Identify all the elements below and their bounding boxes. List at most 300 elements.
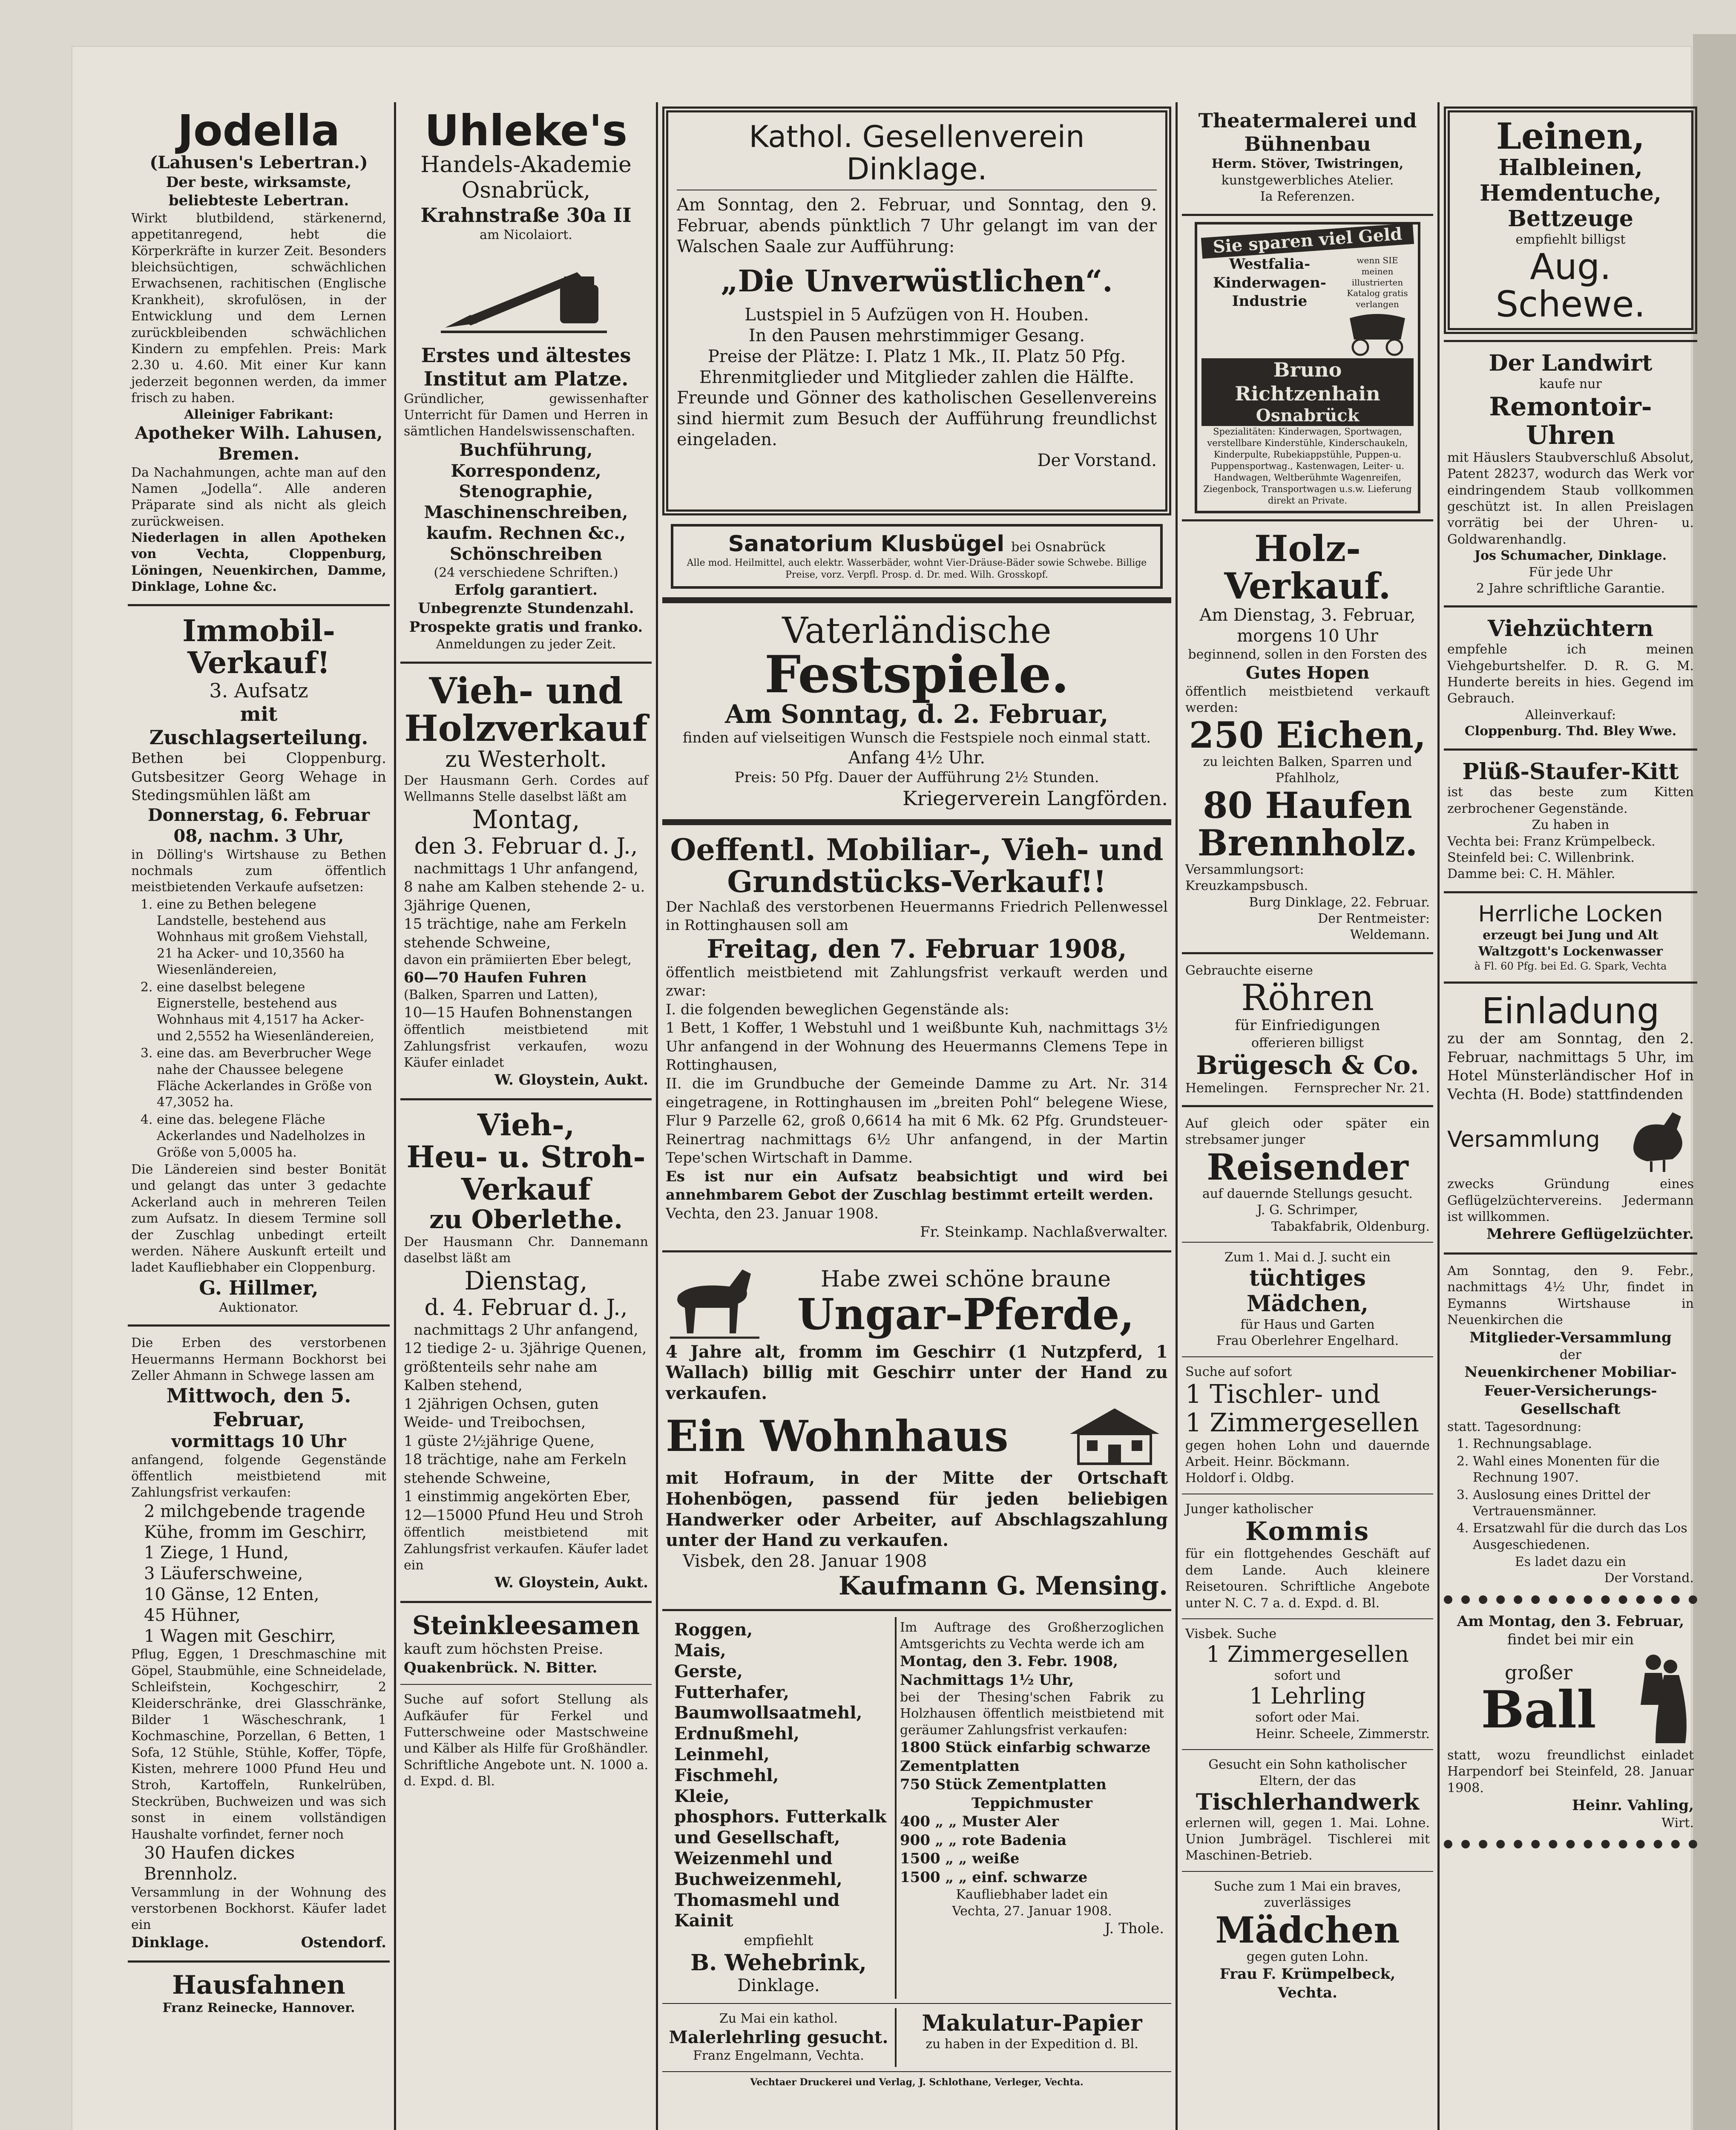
ad-place: Gutes Hopen (1245, 662, 1370, 683)
property-list (131, 897, 386, 1161)
ad-body: Freunde und Gönner des katholischen Gesellenvereins sind hiermit zum Besuch der Aufführung freundlichst eingeladen. (677, 388, 1157, 449)
column-2 (400, 106, 652, 1793)
ad-body: Spezialitäten: Kinderwagen, Sportwagen, verstellbare Kinderstühle, Kinderschaukeln, Kinderpulte, Rubekiappstühle, Puppen-u. Puppensportwag., Kastenwagen, Leiter- u. Handwagen, Weltberühmte Wagenreifen, Ziegenbock, Transportwagen u.s.w. Lieferung direkt an Private. (1203, 426, 1412, 506)
ad-body: Ia Referenzen. (1260, 189, 1355, 204)
ad-body: Gebrauchte eiserne (1185, 963, 1313, 978)
ad-signature: W. Gloystein, Aukt. (494, 1574, 648, 1592)
ad-title: Oeffentl. Mobiliar-, Vieh- und Grundstücks-Verkauf!! (670, 832, 1164, 900)
divider (1182, 1871, 1433, 1872)
ad-body: Waltzgott's Lockenwasser (1478, 944, 1663, 959)
ad-holz-verkauf (1182, 527, 1433, 946)
list-item: Kainit (674, 1911, 733, 1931)
ad-header-text (1447, 1661, 1630, 1740)
ad-title: Versammlung (1447, 1127, 1600, 1153)
ad-title: Malerlehrling gesucht. (669, 2027, 888, 2047)
ad-header (666, 1404, 1168, 1468)
ad-title: Halbleinen, (1498, 155, 1643, 181)
ad-line: Unbegrenzte Stundenzahl. (418, 600, 634, 617)
ad-body: erzeugt bei Jung und Alt (1483, 927, 1658, 943)
ornamental-divider (1444, 1595, 1697, 1604)
ad-date: Am Montag, den 3. Februar, (1457, 1612, 1684, 1630)
ad-store: Damme bei: C. H. Mähler. (1447, 866, 1615, 882)
ad-place: Hemelingen. (1185, 1080, 1268, 1096)
ad-body: Ehrenmitglieder und Mitglieder zahlen die Hälfte. (699, 367, 1135, 387)
divider (662, 819, 1171, 825)
ad-body: sofort oder Mai. (1255, 1710, 1360, 1725)
ad-erben (128, 1333, 390, 1954)
ad-tischler (1182, 1361, 1433, 1489)
list-item: Gerste, (674, 1661, 743, 1681)
ad-title: Vieh-, (477, 1107, 575, 1143)
ad-body: für ein flottgehendes Geschäft auf dem Lande. Auch kleinere Reisetouren. Schriftliche Angebote unter N. C. 7 a. d. Expd. d. Bl. (1185, 1546, 1430, 1611)
ad-body: gegen hohen Lohn und dauernde Arbeit. Heinr. Böckmann. (1185, 1438, 1430, 1469)
ad-vieh-holz (400, 670, 652, 1092)
ad-address: am Nicolaiort. (480, 227, 572, 242)
ad-title: Mädchen (1215, 1908, 1400, 1951)
ad-jodella (128, 106, 390, 598)
list-item: 1800 Stück einfarbig schwarze Zementplatten (900, 1739, 1151, 1775)
ad-company: Brügesch & Co. (1196, 1051, 1419, 1081)
ad-stelle: Suche auf sofort Stellung als Aufkäufer für Ferkel und Futterschweine oder Mastschweine und Kälber als Hilfe für Großhändler. Schriftliche Angebote unt. N. 1000 a. d. Expd. d. Bl. (404, 1692, 648, 1789)
ad-footer (131, 1934, 386, 1952)
ad-header (666, 1261, 1168, 1342)
ad-body: finden auf vielseitigen Wunsch die Festspiele noch einmal statt. (682, 729, 1151, 747)
ad-title: Vieh- und (429, 669, 623, 712)
list-item: Buchweizenmehl, (674, 1869, 842, 1889)
ad-item: Brennholz. (1197, 821, 1418, 864)
ad-subtitle: Handels-Akademie (420, 152, 632, 178)
ad-title: Einladung (1481, 990, 1660, 1032)
divider (400, 662, 652, 664)
ad-body: Kaufliebhaber ladet ein (956, 1887, 1108, 1903)
ad-title: tüchtiges Mädchen, (1246, 1265, 1369, 1317)
ad-heading: mit Zuschlagserteilung. (149, 702, 368, 749)
list-item: 900 „ „ rote Badenia (900, 1831, 1067, 1849)
ad-signature: Quakenbrück. N. Bitter. (404, 1659, 598, 1676)
ad-place: Dinklage. (737, 1976, 820, 1996)
ad-gesellenverein (662, 106, 1171, 515)
horse-illustration (666, 1261, 764, 1342)
ad-signature: Cloppenburg. Thd. Bley Wwe. (1464, 724, 1677, 739)
ad-phone: Fernsprecher Nr. 21. (1293, 1080, 1430, 1096)
ad-subtitle: Osnabrück, (461, 177, 591, 203)
ad-note: (24 verschiedene Schriften.) (434, 565, 618, 580)
list-item: 60—70 Haufen Fuhren (404, 969, 587, 986)
column-1 (128, 106, 390, 2019)
ad-pluess-kitt (1444, 757, 1697, 885)
list-item: 12 tiedige 2- u. 3jährige Quenen, größtenteils sehr nahe am Kalben stehend, (404, 1340, 647, 1394)
ad-time: vormittags 10 Uhr (171, 1431, 346, 1451)
ad-date: Dienstag, (464, 1266, 588, 1296)
ad-place: zu Oberlethe. (429, 1204, 623, 1235)
ad-signature: Frau F. Krümpelbeck, (1219, 1966, 1396, 1983)
ad-signature-role: Wirt. (1661, 1815, 1694, 1831)
subject-list (404, 440, 648, 565)
ad-play-title: „Die Unverwüstlichen“. (721, 263, 1113, 299)
ad-body: Zu Mai ein kathol. (719, 2011, 838, 2026)
list-item: 18 trächtige, nahe am Ferkeln stehende Schweine, (404, 1451, 627, 1487)
ad-footer (1185, 1080, 1430, 1097)
list-item: 1500 „ „ einf. schwarze (900, 1868, 1088, 1886)
divider (1182, 1618, 1433, 1619)
ad-date: Montag, (472, 804, 580, 835)
ad-title: Herrliche Locken (1478, 901, 1663, 927)
list-item: kaufm. Rechnen &c., (426, 523, 626, 543)
ad-body: kauft zum höchsten Preise. (404, 1641, 604, 1658)
ad-signature: W. Gloystein, Aukt. (494, 1071, 648, 1089)
ad-signature: G. Hillmer, (199, 1276, 319, 1299)
ad-date: Mittwoch, den 5. Februar, (166, 1384, 351, 1431)
divider (400, 1098, 652, 1100)
ad-leinen (1444, 106, 1697, 334)
ad-title: Vaterländische (782, 610, 1052, 652)
divider (1444, 748, 1697, 751)
ad-note: Da Nachahmungen, achte man auf den Namen „Jodella“. Alle anderen Präparate sind als nicht als gleich zurückweisen. (131, 465, 386, 529)
list-item: Thomasmehl und (674, 1890, 840, 1910)
ad-subtitle: (Lahusen's Lebertran.) (149, 153, 368, 173)
imprint: Vechtaer Druckerei und Verlag, J. Schlothane, Verleger, Vechta. (750, 2076, 1084, 2088)
list-item: Futterhafer, (674, 1682, 789, 1702)
ad-ball (1444, 1610, 1697, 1834)
ad-ungar-pferde (662, 1258, 1171, 1603)
ad-date: den 3. Februar d. J., (414, 833, 638, 859)
ad-title: Ein Wohnhaus (666, 1411, 1009, 1462)
column-rule (656, 102, 658, 2130)
ad-line: Erfolg garantiert. (454, 581, 598, 599)
ornamental-divider (1444, 1840, 1697, 1848)
divider (1444, 891, 1697, 893)
ad-body: 2 Jahre schriftliche Garantie. (1476, 581, 1665, 596)
ad-body-row (1201, 255, 1414, 358)
divider (662, 1609, 1171, 1611)
ad-signature: Heinr. Vahling, (1572, 1797, 1694, 1814)
ad-title: Röhren (1241, 977, 1374, 1019)
ad-body: bei der Thesing'schen Fabrik zu Holzhausen öffentlich meistbietend mit geräumer Zahlungsfrist verkaufen: (900, 1690, 1164, 1738)
maker-name: Apotheker Wilh. Lahusen, Bremen. (135, 423, 383, 464)
list-item: Baumwollsaatmehl, (674, 1703, 862, 1723)
ad-body: Preis: 50 Pfg. Dauer der Aufführung 2½ Stunden. (734, 769, 1099, 786)
dancers-illustration (1630, 1649, 1694, 1747)
ad-body: Zu haben in (1532, 817, 1610, 833)
ad-body: zwecks Gründung eines Geflügelzüchtervereins. Jedermann ist willkommen. (1447, 1177, 1694, 1225)
ad-address: Krahnstraße 30a II (420, 203, 632, 227)
ad-body: für Haus und Garten (1240, 1317, 1375, 1333)
ad-body: Auf gleich oder später ein strebsamer junger (1185, 1116, 1430, 1148)
ad-uhleke (400, 106, 652, 656)
goods-list (666, 1620, 891, 1931)
ad-body: Pflug, Eggen, 1 Dreschmaschine mit Göpel, Staubmühle, eine Schneidelade, Schleifstein, Kochgeschirr, 2 Kleiderschränke, drei Glasschränke, Bilder 1 Wäscheschrank, 1 Kochmaschine, Porzellan, 6 Betten, 1 Sofa, 12 Stühle, Stühle, Koffer, Töpfe, Kisten, mehrere 1000 Pfund Heu und Stroh, Kartoffeln, Runkelrüben, Steckrüben, Buchweizen und was sich sonst in einem vollständigen Haushalte vorfindet, ferner noch (131, 1647, 386, 1842)
ad-body: statt, wozu freundlichst einladet Harpendorf bei Steinfeld, 28. Januar 1908. (1447, 1747, 1694, 1796)
ad-title: 1 Zimmergesellen (1185, 1408, 1419, 1438)
list-subitem: (Balken, Sparren und Latten), (404, 987, 598, 1003)
ad-auftrag (897, 1617, 1167, 1999)
list-item: Fischmehl, (674, 1765, 779, 1785)
ad-maedchen-1 (1182, 1247, 1433, 1352)
ad-title: Reisender (1207, 1146, 1408, 1188)
divider (662, 2003, 1171, 2004)
ad-item: 80 Haufen (1203, 784, 1412, 826)
ad-body: Der Nachlaß des verstorbenen Heuermanns Friedrich Pellenwessel in Rottinghausen soll am (666, 898, 1168, 934)
list-item: 1500 „ „ weiße (900, 1850, 1020, 1868)
house-illustration (1061, 1404, 1168, 1468)
divider (662, 1250, 1171, 1252)
ad-visbek (1182, 1623, 1433, 1745)
list-item: Erdnußmehl, (674, 1724, 800, 1744)
ad-signature: Frau Oberlehrer Engelhard. (1216, 1333, 1399, 1349)
ad-body: Versammlung in der Wohnung des verstorbenen Bockhorst. Käufer ladet ein (131, 1885, 386, 1933)
ad-steinklee (400, 1609, 652, 1680)
ad-body: Versammlungsort: Kreuzkampsbusch. (1185, 862, 1308, 894)
ad-signature: Jos Schumacher, Dinklage. (1474, 548, 1667, 564)
divider (1182, 214, 1433, 216)
list-item: 3. eine das. am Beverbrucher Wege nahe der Chaussee belegene Fläche Ackerlandes in Größe von 47,3052 ha. (157, 1045, 386, 1111)
ad-theatermalerei (1182, 106, 1433, 208)
ad-kommis (1182, 1499, 1433, 1614)
ad-time: nachmittags 2 Uhr anfangend, (414, 1321, 638, 1338)
ad-signature: Franz Engelmann, Vechta. (693, 2048, 864, 2064)
ad-title: Viehzüchtern (1487, 616, 1654, 642)
ad-title: Kathol. Gesellenverein Dinklage. (749, 119, 1085, 187)
ad-title: Holzverkauf (404, 707, 648, 750)
list-item: 1. Rechnungsablage. (1473, 1436, 1694, 1452)
list-item: Roggen, (674, 1620, 753, 1640)
ad-title: Neuenkirchener Mobiliar-Feuer-Versicherungs-Gesellschaft (1464, 1364, 1677, 1418)
ad-body: empfehle ich meinen Viehgeburtshelfer. D. R. G. M. Hunderte bereits in hies. Gegend im Gebrauch. (1447, 642, 1694, 706)
pram-illustration (1341, 310, 1414, 357)
divider (1444, 340, 1697, 342)
ad-roehren (1182, 960, 1433, 1099)
ad-time: nachmittags 1 Uhr anfangend, (414, 860, 638, 877)
list-item: Buchführung, (459, 440, 593, 460)
divider (1182, 952, 1433, 954)
ad-body: Der Hausmann Gerh. Cordes auf Wellmanns Stelle daselbst läßt am (404, 773, 648, 805)
ad-body: Die Ländereien sind bester Bonität und gelangt das unter 3 gedachte Ackerland auch in mehreren Teilen zum Aufsatz. In diesem Termine soll der Zuschlag unbedingt erteilt werden. Nähere Auskunft erteilt und ladet Kaufliebhaber ein Cloppenburg. (131, 1162, 386, 1275)
ad-body: Suche zum 1 Mai ein braves, zuverlässiges (1213, 1879, 1402, 1911)
ad-body: Gründlicher, gewissenhafter Unterricht für Damen und Herren in sämtlichen Handelswissenschaften. (404, 391, 648, 439)
list-item: phosphors. Futterkalk (674, 1807, 887, 1827)
ad-item: 250 Eichen, (1189, 714, 1426, 756)
list-item: 10—15 Haufen Bohnenstangen (404, 1004, 632, 1021)
ad-banner: Sie sparen viel Geld (1201, 223, 1414, 258)
divider (400, 1601, 652, 1603)
row-small-ads (662, 2008, 1171, 2067)
ad-place: Osnabrück (1201, 406, 1414, 426)
ad-body: Gesucht ein Sohn katholischer Eltern, der das (1208, 1757, 1407, 1789)
ad-body: für Einfriedigungen (1235, 1017, 1380, 1034)
ad-date: Montag, den 3. Febr. 1908, Nachmittags 1½ Uhr, (900, 1652, 1118, 1689)
ad-title: Verkauf (461, 1172, 591, 1207)
ad-title: Kommis (1245, 1517, 1370, 1547)
ad-place: Dinklage. (131, 1934, 209, 1951)
ad-body: öffentlich meistbietend mit Zahlungsfrist verkaufen. Käufer ladet ein (404, 1525, 648, 1573)
ad-body: zu haben in der Expedition d. Bl. (925, 2037, 1138, 2052)
ad-tischlerhandwerk (1182, 1754, 1433, 1867)
ad-store: Steinfeld bei: C. Willenbrink. (1447, 850, 1635, 865)
ad-header (678, 532, 1155, 557)
ad-title: Der Landwirt (1489, 350, 1653, 377)
ad-body: Am Sonntag, den 9. Febr., nachmittags 4½ Uhr, findet in Eymanns Wirtshause in Neuenkirchen die (1447, 1263, 1694, 1328)
ad-body: gegen guten Lohn. (1246, 1949, 1369, 1964)
ad-body: empfiehlt (744, 1932, 813, 1949)
ad-line: Kinderwagen- (1213, 274, 1327, 291)
ad-signature: Der Vorstand. (1037, 450, 1157, 470)
ad-body: Es ist nur ein Aufsatz beabsichtigt und wird bei annehmbarem Gebot der Zuschlag bestimmt erteilt werden. (666, 1168, 1168, 1204)
ad-pretitle: großer (1504, 1661, 1573, 1684)
ad-body: öffentlich meistbietend mit Zahlungsfrist verkauft werden und zwar: (666, 964, 1168, 1000)
ad-body: Burg Dinklage, 22. Februar. (1249, 895, 1430, 910)
ad-title: Hemdentuche, (1480, 180, 1661, 206)
divider (1444, 982, 1697, 984)
divider (1444, 1252, 1697, 1255)
column-rule (1176, 102, 1178, 2130)
ad-heading: 3. Aufsatz (209, 679, 308, 702)
ad-header-text (764, 1266, 1168, 1339)
ad-body: mit Häuslers Staubverschluß Absolut, Patent 28237, wodurch das Werk vor eindringendem Staub vollkommen geschützt ist. In allen Preislagen vorrätig bei der Uhren- u. Goldwarenhandlg. (1447, 450, 1694, 547)
ad-place: Holdorf i. Oldbg. (1185, 1471, 1295, 1486)
ad-body: mit Hofraum, in der Mitte der Ortschaft Hohenbögen, passend für jeden beliebigen Handwerker oder Arbeiter, auf Abschlagszahlung unter der Hand zu verkaufen. (666, 1468, 1168, 1551)
ad-wehebrink (662, 1617, 897, 1999)
ad-title: Uhleke's (424, 106, 628, 155)
ad-store: Vechta bei: Franz Krümpelbeck. (1447, 834, 1656, 849)
list-item: 1 Ziege, 1 Hund, (144, 1543, 289, 1563)
list-item: 1. eine zu Bethen belegene Landstelle, bestehend aus Wohnhaus mit großem Viehstall, 21 ha Acker- und 10,3560 ha Wiesenländereien, (157, 897, 386, 979)
ad-line: Westfalia- (1229, 256, 1311, 273)
list-item: Schönschreiben (449, 544, 603, 564)
ad-body: Zum 1. Mai d. J. sucht ein (1224, 1250, 1391, 1265)
ad-title: Sanatorium Klusbügel (728, 531, 1005, 557)
ad-heu-stroh (400, 1106, 652, 1595)
ad-makulatur (897, 2008, 1167, 2067)
column-3 (662, 106, 1171, 2088)
ad-signature: J. Thole. (1104, 1920, 1164, 1937)
ad-body: II. die im Grundbuche der Gemeinde Damme zu Art. Nr. 314 eingetragene, in Rottinghausen im „breiten Pohl“ belegene Wiese, Flur 9 Parzelle 62, groß 0,6614 ha mit 6 Mk. 62 Pfg. Grundsteuer-Reinertrag nachmittags 6½ Uhr anfangend, in der Martin Tepe'schen Wirtschaft in Damme. (666, 1075, 1168, 1167)
ad-body: öffentlich meistbietend verkauft werden: (1185, 684, 1430, 716)
ad-signature: Ostendorf. (301, 1934, 386, 1951)
ad-body: I. die folgenden beweglichen Gegenstände als: (666, 1001, 1009, 1018)
list-item: und Gesellschaft, (674, 1828, 840, 1848)
ad-body: à Fl. 60 Pfg. bei Ed. G. Spark, Vechta (1474, 960, 1667, 973)
ad-title: Leinen, (1496, 115, 1645, 157)
ad-signature: B. Wehebrink, (690, 1949, 867, 1976)
list-item: Kleie, (674, 1786, 730, 1806)
list-item: Weizenmehl und (674, 1848, 833, 1868)
ad-body: Suche auf sofort (1185, 1364, 1292, 1379)
ad-body: Anfang 4½ Uhr. (848, 748, 986, 768)
list-item: 8 nahe am Kalben stehende 2- u. 3jährige Quenen, (404, 878, 645, 914)
ad-title: Ball (1481, 1680, 1596, 1740)
divider (1182, 1105, 1433, 1107)
ad-kinderwagen (1195, 222, 1420, 513)
ad-line: Prospekte gratis und franko. (409, 618, 643, 636)
ad-body: Alleinverkauf: (1525, 707, 1616, 722)
list-item: 400 „ „ Muster Aler (900, 1813, 1059, 1831)
divider (1182, 1356, 1433, 1357)
ad-body: zu leichten Balken, Sparren und Pfahlholz, (1203, 754, 1412, 786)
ad-body: Es ladet dazu ein (1515, 1554, 1627, 1570)
ad-title: Immobil-Verkauf! (182, 613, 335, 681)
ad-body: 4 Jahre alt, fromm im Geschirr (1 Nutzpferd, 1 Wallach) billig mit Geschirr unter der Hand zu verkaufen. (666, 1341, 1168, 1404)
divider (662, 597, 1171, 603)
column-rule (394, 102, 396, 2130)
ad-body: Preise der Plätze: I. Platz 1 Mk., II. Platz 50 Pfg. (707, 346, 1126, 366)
ad-title: 1 Tischler- und (1185, 1379, 1380, 1410)
ad-body: offerieren billigst (1251, 1035, 1364, 1051)
ad-title: Festspiele. (764, 645, 1069, 705)
column-5 (1444, 106, 1697, 1854)
ad-immobil (128, 612, 390, 1319)
list-item: 1 Wagen mit Geschirr, (144, 1626, 336, 1646)
ad-body: kunstgewerbliches Atelier. (1221, 173, 1394, 188)
ad-mobiliar (662, 831, 1171, 1244)
divider (662, 2071, 1171, 2072)
ad-body: Herm. Stöver, Twistringen, (1211, 156, 1404, 172)
ad-body: Am Sonntag, den 2. Februar, und Sonntag, den 9. Februar, abends pünktlich 7 Uhr gelangt im van der Walschen Saale zur Aufführung: (677, 195, 1157, 256)
ad-signature-role: Der Rentmeister: (1318, 911, 1430, 927)
divider (128, 1324, 390, 1327)
ad-date: d. 4. Februar d. J., (424, 1295, 628, 1321)
ad-title: Makulatur-Papier (922, 2010, 1142, 2037)
ad-lead: Der beste, wirksamste, beliebteste Lebertran. (166, 173, 352, 210)
ad-title: Plüß-Staufer-Kitt (1462, 758, 1679, 785)
ad-signature: Aug. Schewe. (1495, 245, 1646, 325)
list-item: Leinmehl, (674, 1744, 770, 1764)
column-4 (1182, 106, 1433, 2005)
ad-signature: Der Vorstand. (1604, 1571, 1694, 1586)
list-item: 3 Läuferschweine, (144, 1564, 303, 1584)
ad-title: Theatermalerei und Bühnenbau (1198, 109, 1417, 156)
ad-body: Wirkt blutbildend, stärkenernd, appetitanregend, hebt die Körperkräfte in kurzer Zeit. Besonders bleichsüchtigen, schwächlichen Erwachsenen, rachitischen (Englische Krankheit), skrofulösen, in der Entwicklung und dem Lernen zurückbleibenden schwächlichen Kindern zu empfehlen. Preis: Mark 2.30 u. 4.60. Mit einer Kur kann jederzeit begonnen werden, da immer frisch zu haben. (131, 210, 386, 406)
inkwell-pen-illustration (437, 247, 615, 340)
ad-body: findet bei mir ein (1507, 1631, 1634, 1649)
ad-hausfahnen (128, 1969, 390, 2019)
ad-body: statt. Tagesordnung: (1447, 1419, 1582, 1434)
ad-signature: Mehrere Geflügelzüchter. (1486, 1226, 1694, 1243)
ad-signature: Kriegerverein Langförden. (902, 787, 1168, 810)
ad-date: Vechta, den 23. Januar 1908. (666, 1205, 879, 1222)
ad-title: Hausfahnen (172, 1970, 345, 2000)
list-item: 1 güste 2½jährige Quene, (404, 1432, 595, 1450)
tiles-list (900, 1739, 1164, 1887)
ad-line: Anmeldungen zu jeder Zeit. (436, 637, 616, 652)
ad-place: zu Westerholt. (445, 747, 607, 773)
list-item: 4. Ersatzwahl für die durch das Los Ausgeschiedenen. (1473, 1520, 1694, 1553)
column-rule (1437, 102, 1440, 2130)
ad-body: 1 Bett, 1 Koffer, 1 Webstuhl und 1 weißbunte Kuh, nachmittags 3½ Uhr anfangend in der Wohnung des Heuermanns Clemens Tepe in Rottinghausen, (666, 1019, 1168, 1074)
row-bottom-ads (662, 1617, 1171, 1999)
ad-maker (1201, 255, 1338, 358)
ad-body: Für jede Uhr (1529, 564, 1612, 580)
divider (1182, 1242, 1433, 1243)
ad-body: beginnend, sollen in den Forsten des (1188, 647, 1427, 662)
ad-signature: Fr. Steinkamp. Nachlaßverwalter. (920, 1223, 1168, 1241)
list-item: 12—15000 Pfund Heu und Stroh (404, 1506, 644, 1524)
ad-signature: Weldemann. (1350, 927, 1430, 943)
list-item: 4. eine das. belegene Fläche Ackerlandes und Nadelholzes in Größe von 5,0005 ha. (157, 1112, 386, 1161)
ad-title: Heu- u. Stroh- (406, 1139, 646, 1175)
list-item: Stenographie, (459, 481, 593, 502)
ad-title: Ungar-Pferde, (797, 1289, 1135, 1339)
ad-body: Alle mod. Heilmittel, auch elektr. Wasserbäder, wohnt Vier-Dräuse-Bäder sowie Schwebe. Billige Preise, vorz. Verpfl. Prosp. d. Dr. med. Wilh. Grosskopf. (687, 557, 1147, 580)
ad-body: öffentlich meistbietend mit Zahlungsfrist verkaufen, wozu Käufer einladet (404, 1022, 648, 1070)
page-edge (1693, 34, 1736, 2130)
ad-body: auf dauernde Stellungs gesucht. (1202, 1186, 1413, 1201)
ad-body: Die Erben des verstorbenen Heuermanns Hermann Bockhorst bei Zeller Ahmann in Schwege lassen am (131, 1336, 386, 1384)
ad-header (1447, 1104, 1694, 1176)
ad-maedchen-2 (1182, 1876, 1433, 2005)
ad-title: Remontoir-Uhren (1489, 391, 1652, 450)
maker-label: Alleiniger Fabrikant: (184, 407, 333, 422)
list-item: Mais, (674, 1641, 726, 1661)
